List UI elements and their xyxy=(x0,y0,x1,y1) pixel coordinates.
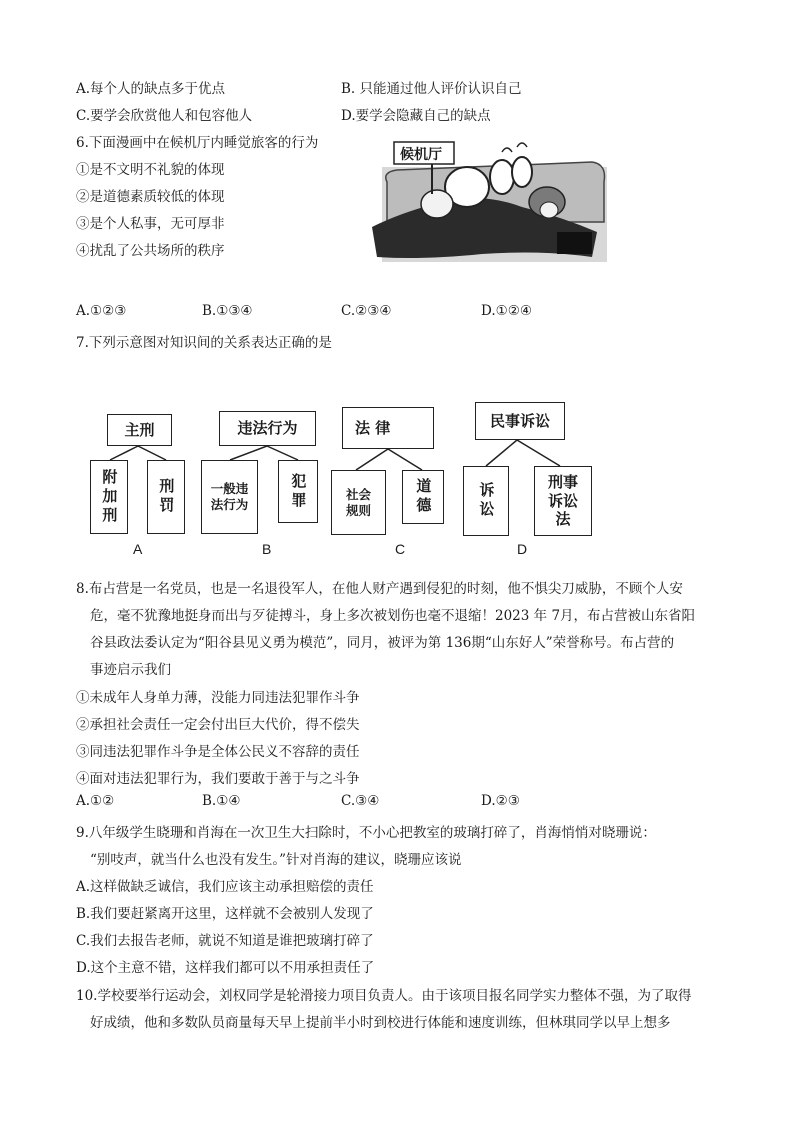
q8-item-2: ②承担社会责任一定会付出巨大代价，得不偿失 xyxy=(76,717,360,733)
diagram-c-letter: C xyxy=(395,541,406,557)
q6-option-d: D.①②④ xyxy=(481,303,532,319)
q8-stem-line-4: 事迹启示我们 xyxy=(90,662,171,678)
q8-stem-line-2: 危，毫不犹豫地挺身而出与歹徒搏斗，身上多次被划伤也毫不退缩！2023 年 7月，布占营被山东省阳 xyxy=(90,608,696,624)
q8-option-c: C.③④ xyxy=(341,793,380,809)
q6-item-2: ②是道德素质较低的体现 xyxy=(76,189,225,205)
q6-item-1: ①是不文明不礼貌的体现 xyxy=(76,162,225,178)
q6-option-b: B.①③④ xyxy=(202,303,253,319)
q6-stem: 6.下面漫画中在候机厅内睡觉旅客的行为 xyxy=(76,135,319,151)
q8-option-b: B.①④ xyxy=(202,793,241,809)
diagram-c-right: 道德 xyxy=(402,470,444,524)
q9-stem-line-1: 9.八年级学生晓珊和肖海在一次卫生大扫除时，不小心把教室的玻璃打碎了，肖海悄悄对晓珊说： xyxy=(76,825,656,841)
diagram-a-right: 刑罚 xyxy=(147,460,185,534)
diagram-a-top: 主刑 xyxy=(107,414,172,446)
q8-stem-line-1: 8.布占营是一名党员，也是一名退役军人，在他人财产遇到侵犯的时刻，他不惧尖刀威胁，不顾个人安 xyxy=(76,581,683,597)
diagram-b-top: 违法行为 xyxy=(219,411,316,446)
q10-stem-line-1: 10.学校要举行运动会，刘权同学是轮滑接力项目负责人。由于该项目报名同学实力整体不强，为了取得 xyxy=(76,988,692,1004)
q9-option-d: D.这个主意不错，这样我们都可以不用承担责任了 xyxy=(76,960,375,976)
q8-item-3: ③同违法犯罪作斗争是全体公民义不容辞的责任 xyxy=(76,744,360,760)
diagram-d-right: 刑事诉讼法 xyxy=(534,466,592,536)
q8-option-d: D.②③ xyxy=(481,793,520,809)
q5-option-b: B. 只能通过他人评价认识自己 xyxy=(341,81,522,97)
q7-stem: 7.下列示意图对知识间的关系表达正确的是 xyxy=(76,335,332,351)
q8-item-4: ④面对违法犯罪行为，我们要敢于善于与之斗争 xyxy=(76,771,360,787)
diagram-d-left: 诉讼 xyxy=(463,466,509,536)
q6-item-4: ④扰乱了公共场所的秩序 xyxy=(76,243,225,259)
q5-option-c: C.要学会欣赏他人和包容他人 xyxy=(76,108,253,124)
diagram-a-letter: A xyxy=(133,541,143,557)
q10-stem-line-2: 好成绩，他和多数队员商量每天早上提前半小时到校进行体能和速度训练，但林琪同学以早上想多 xyxy=(90,1015,671,1031)
q6-option-c: C.②③④ xyxy=(341,303,392,319)
diagram-c-top: 法 律 xyxy=(342,407,434,449)
q8-stem-line-3: 谷县政法委认定为“阳谷县见义勇为模范”，同月，被评为第 136期“山东好人”荣誉称号。布占营的 xyxy=(90,635,675,651)
diagram-b-left: 一般违法行为 xyxy=(201,460,258,534)
q8-option-a: A.①② xyxy=(76,793,115,809)
diagram-d-top: 民事诉讼 xyxy=(475,402,565,440)
q9-option-b: B.我们要赶紧离开这里，这样就不会被别人发现了 xyxy=(76,906,374,922)
q5-option-d: D.要学会隐藏自己的缺点 xyxy=(341,108,491,124)
q5-option-a: A.每个人的缺点多于优点 xyxy=(76,81,226,97)
q9-stem-line-2: “别吱声，就当什么也没有发生。”针对肖海的建议，晓珊应该说 xyxy=(90,852,462,868)
q6-option-a: A.①②③ xyxy=(76,303,127,319)
diagram-a-left: 附加刑 xyxy=(90,460,128,534)
diagram-b-letter: B xyxy=(262,541,272,557)
q9-option-a: A.这样做缺乏诚信，我们应该主动承担赔偿的责任 xyxy=(76,879,374,895)
diagram-b-right: 犯罪 xyxy=(278,460,318,523)
q8-item-1: ①未成年人身单力薄，没能力同违法犯罪作斗争 xyxy=(76,690,360,706)
q9-option-c: C.我们去报告老师，就说不知道是谁把玻璃打碎了 xyxy=(76,933,374,949)
diagram-c-left: 社会规则 xyxy=(331,470,386,535)
diagram-d-letter: D xyxy=(517,541,528,557)
cartoon-sign-text: 候机厅 xyxy=(400,147,442,163)
q6-item-3: ③是个人私事，无可厚非 xyxy=(76,216,225,232)
